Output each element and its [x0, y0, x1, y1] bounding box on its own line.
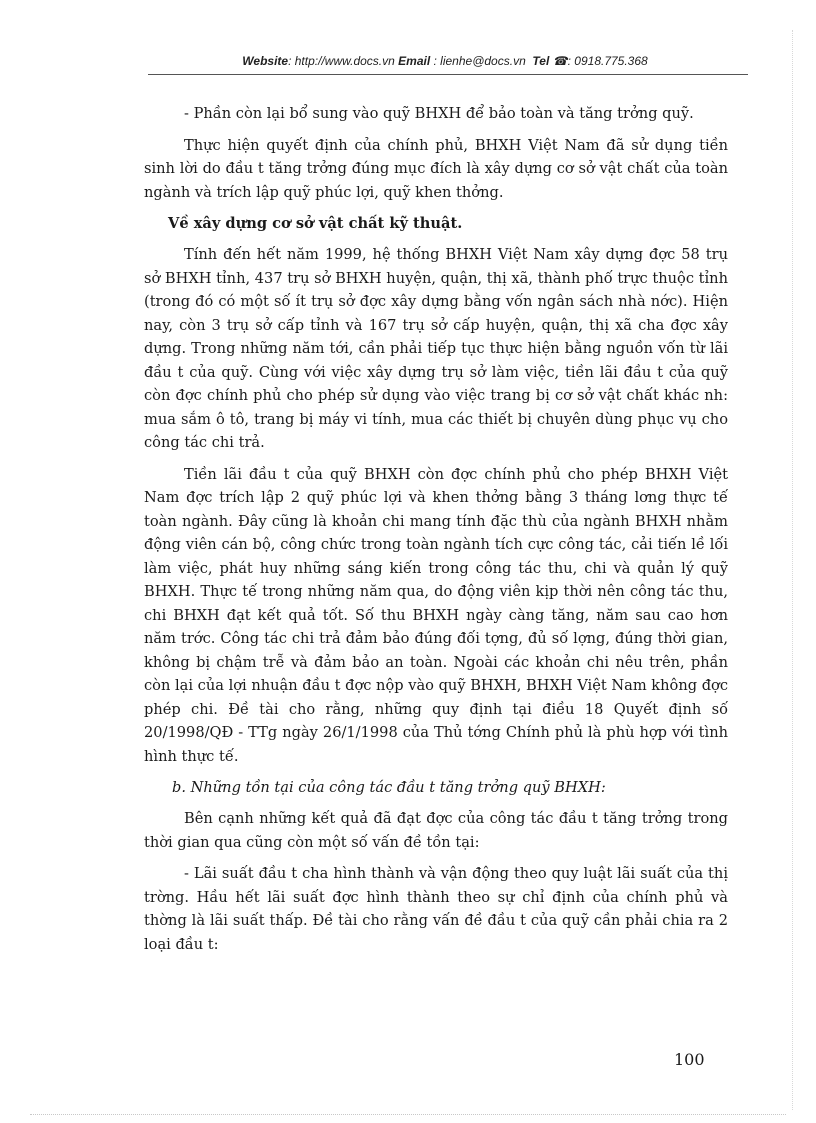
tel-value: : 0918.775.368: [567, 54, 648, 68]
page-header: [145, 54, 745, 68]
website-value: : http://www.docs.vn: [288, 54, 395, 68]
subsection-heading: b. Những tồn tại của công tác đầu t tăng trởng quỹ BHXH:: [172, 779, 606, 796]
paragraph-4: Tiền lãi đầu t của quỹ BHXH còn đợc chính phủ cho phép BHXH Việt Nam đợc trích lập 2 quỹ phúc lợi và khen thởng bằng 3 tháng lơng thực tế toàn ngành. Đây cũng là khoản chi mang tính đặc thù của ngành BHXH nhằm động viên cán bộ, công chức trong toàn ngành tích cực công tác, cải tiến lề lối làm việc, phát huy những sáng kiến trong công tác thu, chi và quản lý quỹ BHXH. Thực tế trong những năm qua, do động viên kịp thời nên công tác thu, chi BHXH đạt kết quả tốt. Số thu BHXH ngày càng tăng, năm sau cao hơn năm trớc. Công tác chi trả đảm bảo đúng đối tợng, đủ số lợng, đúng thời gian, không bị chậm trễ và đảm bảo an toàn. Ngoài các khoản chi nêu trên, phần còn lại của lợi nhuận đầu t đợc nộp vào quỹ BHXH, BHXH Việt Nam không đợc phép chi. Đề tài cho rằng, những quy định tại điều 18 Quyết định số 20/1998/QĐ - TTg ngày 26/1/1998 của Thủ tớng Chính phủ là phù hợp với tình hình thực tế.: [144, 465, 729, 765]
tel-label: Tel: [532, 54, 550, 68]
email-value: : lienhe@docs.vn: [430, 54, 526, 68]
page-number: 100: [674, 1050, 705, 1069]
paragraph-5: Bên cạnh những kết quả đã đạt đợc của công tác đầu t tăng trởng trong thời gian qua cũng còn một số vấn đề tồn tại:: [144, 810, 728, 851]
email-label: Email: [398, 54, 431, 68]
paragraph-6: - Lãi suất đầu t cha hình thành và vận động theo quy luật lãi suất của thị trờng. Hầu hết lãi suất đợc hình thành theo sự chỉ định của chính phủ và thờng là lãi suất thấp. Đề tài cho rằng vấn đề đầu t của quỹ cần phải chia ra 2 loại đầu t:: [144, 865, 728, 953]
section-heading: Về xây dựng cơ sở vật chất kỹ thuật.: [168, 215, 463, 232]
paragraph-3: Tính đến hết năm 1999, hệ thống BHXH Việt Nam xây dựng đợc 58 trụ sở BHXH tỉnh, 437 trụ sở BHXH huyện, quận, thị xã, thành phố trực thuộc tỉnh (trong đó có một số ít trụ sở đợc xây dựng bằng vốn ngân sách nhà nớc). Hiện nay, còn 3 trụ sở cấp tỉnh và 167 trụ sở cấp huyện, quận, thị xã cha đợc xây dựng. Trong những năm tới, cần phải tiếp tục thực hiện bằng nguồn vốn từ lãi đầu t của quỹ. Cùng với việc xây dựng trụ sở làm việc, tiền lãi đầu t của quỹ còn đợc chính phủ cho phép sử dụng vào việc trang bị cơ sở vật chất khác nh: mua sắm ô tô, trang bị máy vi tính, mua các thiết bị chuyên dùng phục vụ cho công tác chi trả.: [144, 246, 728, 451]
phone-icon: ☎: [552, 54, 568, 68]
website-label: Website: [242, 54, 289, 68]
page-border-right: [792, 30, 793, 1110]
page-border-bottom: [30, 1114, 786, 1115]
paragraph-2: Thực hiện quyết định của chính phủ, BHXH Việt Nam đã sử dụng tiền sinh lời do đầu t tăng trởng đúng mục đích là xây dựng cơ sở vật chất của toàn ngành và trích lập quỹ phúc lợi, quỹ khen thởng.: [144, 136, 728, 201]
header-rule: [148, 74, 748, 75]
paragraph-1: - Phần còn lại bổ sung vào quỹ BHXH để bảo toàn và tăng trởng quỹ.: [184, 105, 694, 122]
document-body: [144, 102, 728, 964]
